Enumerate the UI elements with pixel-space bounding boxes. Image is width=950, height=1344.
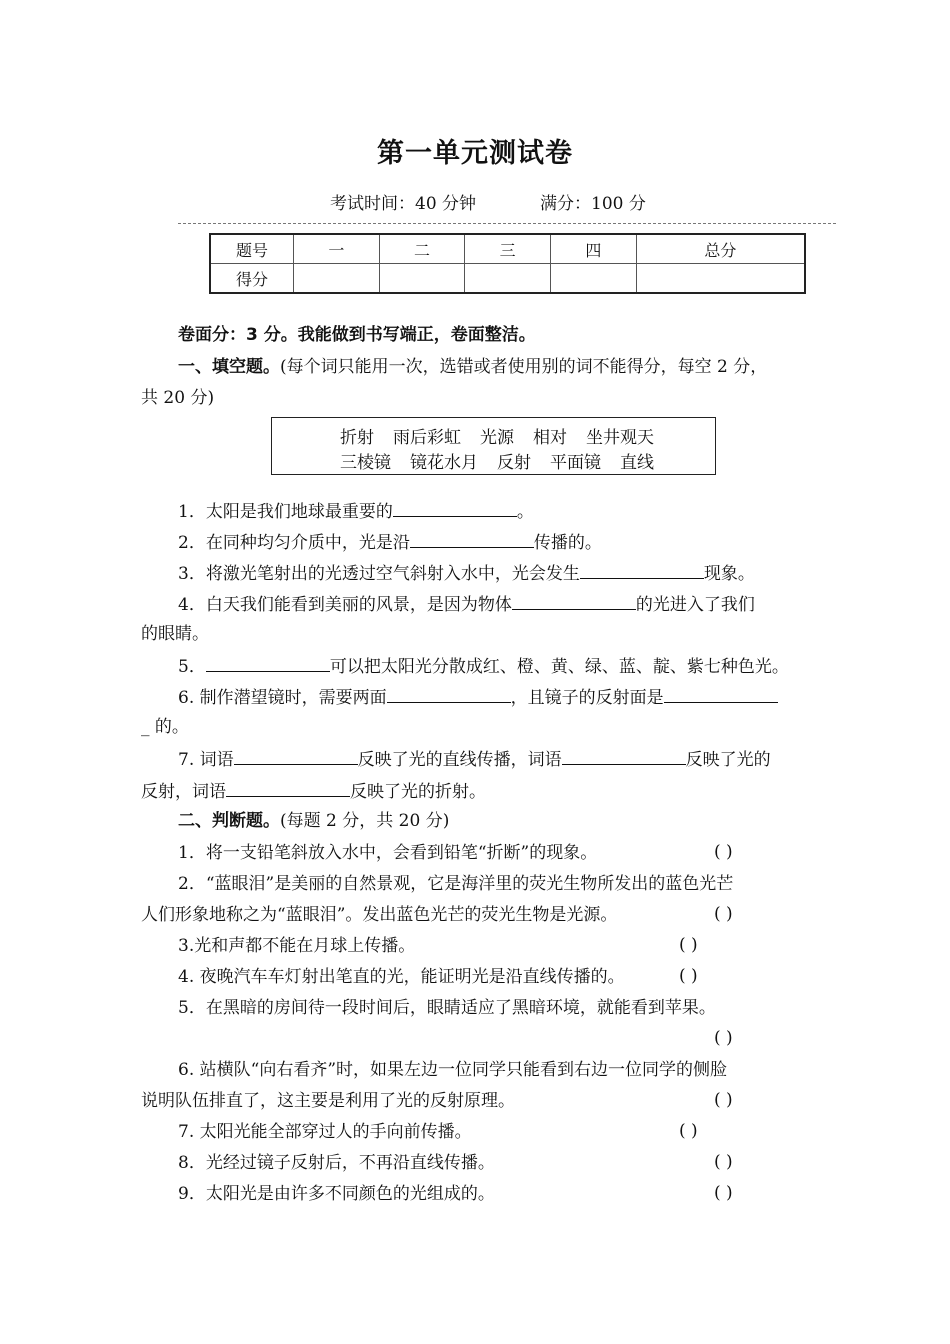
fill-question-6 xyxy=(178,685,778,709)
fill-question-1 xyxy=(178,499,534,523)
word-bank-item: 光源 xyxy=(480,428,514,448)
answer-blank[interactable] xyxy=(234,747,358,765)
answer-blank[interactable] xyxy=(580,561,704,579)
fill-question-4-cont: 的眼睛。 xyxy=(141,624,209,644)
section1-heading: 一、填空题。 xyxy=(178,357,280,377)
answer-blank[interactable] xyxy=(387,685,511,703)
answer-blank[interactable] xyxy=(512,592,636,610)
judge-question-6-cont: 说明队伍排直了，这主要是利用了光的反射原理。 xyxy=(141,1091,515,1111)
fill-question-7 xyxy=(178,747,771,771)
score-header-cell: 题号 xyxy=(210,234,294,264)
judge-answer-paren[interactable]: ( ) xyxy=(714,904,733,924)
judge-answer-paren[interactable]: ( ) xyxy=(714,1152,733,1172)
judge-answer-paren[interactable]: ( ) xyxy=(714,1028,733,1048)
fill-question-4 xyxy=(178,592,755,616)
word-bank-item: 坐井观天 xyxy=(586,428,654,448)
section2-title xyxy=(178,810,449,832)
question-text: 反映了光的直线传播，词语 xyxy=(357,750,562,770)
question-text: 3．将激光笔射出的光透过空气斜射入水中，光会发生 xyxy=(178,564,580,584)
score-header-cell: 三 xyxy=(465,234,551,264)
score-header-cell: 一 xyxy=(294,234,380,264)
dashed-divider xyxy=(178,223,836,224)
judge-question-1: 1．将一支铅笔斜放入水中，会看到铅笔“折断”的现象。 xyxy=(178,843,598,863)
judge-question-2: 2．“蓝眼泪”是美丽的自然景观，它是海洋里的荧光生物所发出的蓝色光芒 xyxy=(178,874,734,894)
section1-title xyxy=(178,356,767,378)
score-input-cell[interactable] xyxy=(551,264,637,294)
answer-blank[interactable] xyxy=(206,654,330,672)
full-score: 满分：100 分 xyxy=(540,194,646,214)
judge-answer-paren[interactable]: ( ) xyxy=(714,842,733,862)
page-title: 第一单元测试卷 xyxy=(377,138,573,169)
word-bank-item: 三棱镜 xyxy=(340,453,391,473)
question-text: 的光进入了我们 xyxy=(635,595,755,615)
word-bank-item: 平面镜 xyxy=(550,453,601,473)
judge-answer-paren[interactable]: ( ) xyxy=(679,935,698,955)
score-input-cell[interactable] xyxy=(465,264,551,294)
judge-question-2-cont: 人们形象地称之为“蓝眼泪”。发出蓝色光芒的荧光生物是光源。 xyxy=(141,905,618,925)
question-text: 2．在同种均匀介质中，光是沿 xyxy=(178,533,410,553)
judge-question-4: 4. 夜晚汽车车灯射出笔直的光，能证明光是沿直线传播的。 xyxy=(178,967,625,987)
word-bank-item: 镜花水月 xyxy=(410,453,478,473)
word-bank-item: 相对 xyxy=(533,428,567,448)
question-text: 传播的。 xyxy=(533,533,602,553)
answer-blank[interactable] xyxy=(664,685,778,703)
question-text: 6. 制作潜望镜时，需要两面 xyxy=(178,688,387,708)
answer-blank[interactable] xyxy=(393,499,517,517)
word-bank-item: 折射 xyxy=(340,428,374,448)
section1-instruction-cont: 共 20 分) xyxy=(141,388,215,408)
word-bank-item: 直线 xyxy=(620,453,654,473)
exam-time: 考试时间：40 分钟 xyxy=(330,194,477,214)
judge-answer-paren[interactable]: ( ) xyxy=(679,966,698,986)
word-bank-row xyxy=(340,448,673,473)
answer-blank[interactable] xyxy=(562,747,686,765)
neatness-note: 卷面分：3 分。我能做到书写端正，卷面整洁。 xyxy=(178,325,536,345)
answer-blank[interactable] xyxy=(410,530,534,548)
fill-question-3 xyxy=(178,561,755,585)
section2-instruction: (每题 2 分，共 20 分) xyxy=(280,811,450,831)
section1-instruction: (每个词只能用一次，选错或者使用别的词不能得分，每空 2 分， xyxy=(280,357,768,377)
score-table-score-row xyxy=(210,264,805,294)
word-bank-item: 反射 xyxy=(497,453,531,473)
question-text: 5． xyxy=(178,657,206,677)
score-header-cell: 四 xyxy=(551,234,637,264)
word-bank xyxy=(271,417,716,475)
section2-heading: 二、判断题。 xyxy=(178,811,280,831)
score-input-cell[interactable] xyxy=(294,264,380,294)
question-text: 1．太阳是我们地球最重要的 xyxy=(178,502,393,522)
score-input-cell[interactable] xyxy=(379,264,465,294)
score-header-cell: 二 xyxy=(379,234,465,264)
judge-question-6: 6. 站横队“向右看齐”时，如果左边一位同学只能看到右边一位同学的侧脸 xyxy=(178,1060,728,1080)
fill-question-6-cont: _ 的。 xyxy=(141,717,189,737)
answer-blank[interactable] xyxy=(226,779,350,797)
question-text: 现象。 xyxy=(703,564,755,584)
question-text: ，且镜子的反射面是 xyxy=(510,688,664,708)
question-text: 可以把太阳光分散成红、橙、黄、绿、蓝、靛、紫七种色光。 xyxy=(329,657,789,677)
score-input-cell[interactable] xyxy=(636,264,805,294)
word-bank-row xyxy=(340,423,673,448)
score-table xyxy=(209,233,806,294)
score-row-label: 得分 xyxy=(210,264,294,294)
exam-info xyxy=(330,189,646,214)
judge-question-5: 5．在黑暗的房间待一段时间后，眼睛适应了黑暗环境，就能看到苹果。 xyxy=(178,998,716,1018)
score-header-cell: 总分 xyxy=(636,234,805,264)
fill-question-5 xyxy=(178,654,789,678)
score-table-header-row xyxy=(210,234,805,264)
word-bank-item: 雨后彩虹 xyxy=(393,428,461,448)
judge-question-7: 7. 太阳光能全部穿过人的手向前传播。 xyxy=(178,1122,472,1142)
question-text: 反射，词语 xyxy=(141,782,226,802)
question-text: 7. 词语 xyxy=(178,750,234,770)
question-text: 反映了光的折射。 xyxy=(350,782,486,802)
question-text: 反映了光的 xyxy=(685,750,771,770)
judge-answer-paren[interactable]: ( ) xyxy=(714,1090,733,1110)
judge-question-8: 8．光经过镜子反射后，不再沿直线传播。 xyxy=(178,1153,495,1173)
fill-question-7-cont xyxy=(141,779,486,803)
judge-answer-paren[interactable]: ( ) xyxy=(714,1183,733,1203)
fill-question-2 xyxy=(178,530,602,554)
judge-answer-paren[interactable]: ( ) xyxy=(679,1121,698,1141)
question-text: 4．白天我们能看到美丽的风景，是因为物体 xyxy=(178,595,512,615)
judge-question-3: 3.光和声都不能在月球上传播。 xyxy=(178,936,416,956)
question-text: 。 xyxy=(516,502,534,522)
judge-question-9: 9．太阳光是由许多不同颜色的光组成的。 xyxy=(178,1184,495,1204)
